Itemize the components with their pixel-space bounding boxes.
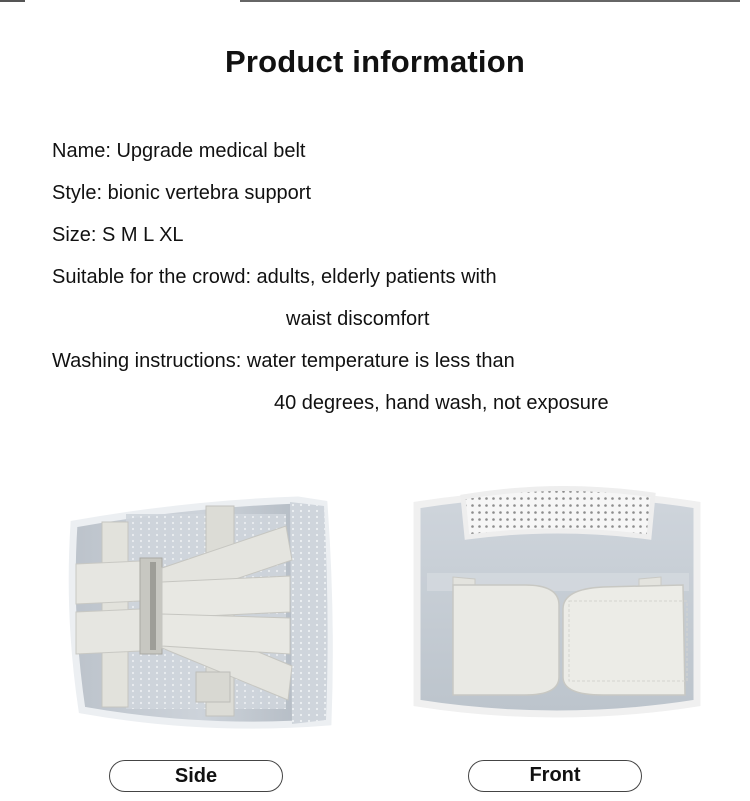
belt-side-image [66, 496, 340, 738]
front-view-label: Front [468, 760, 642, 792]
side-view-label: Side [109, 760, 283, 792]
belt-front-image [413, 481, 701, 721]
page-title: Product information [224, 44, 525, 79]
info-size: Size: S M L XL [52, 224, 184, 246]
info-washing-line2: 40 degrees, hand wash, not exposure [274, 392, 609, 414]
info-washing-line1: Washing instructions: water temperature is less than [52, 350, 515, 372]
info-name: Name: Upgrade medical belt [52, 140, 306, 162]
info-crowd-line2: waist discomfort [286, 308, 430, 330]
info-style: Style: bionic vertebra support [52, 182, 312, 204]
info-crowd-line1: Suitable for the crowd: adults, elderly patients with [52, 266, 497, 288]
top-divider [0, 0, 750, 3]
